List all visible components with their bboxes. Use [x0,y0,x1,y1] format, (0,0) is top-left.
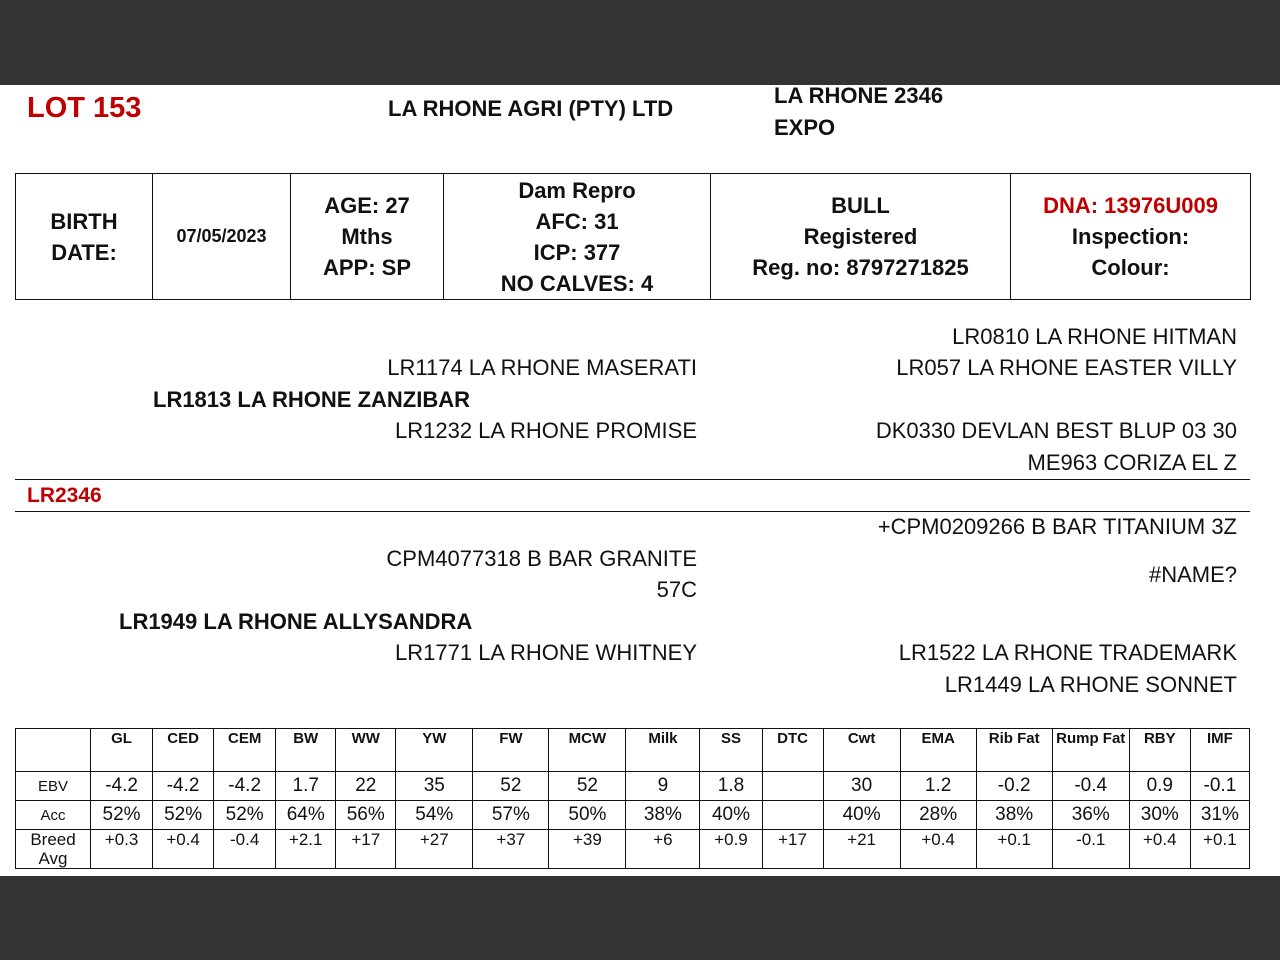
ebv-value-cell: +0.1 [1190,830,1249,869]
ebv-value-cell: +0.4 [900,830,976,869]
ebv-value-cell: +39 [549,830,626,869]
ebv-header-cell: CEM [214,729,276,772]
ebv-value-cell: -0.4 [1052,772,1129,801]
ebv-value-cell: -4.2 [153,772,214,801]
pedigree-sire-dam-sire: DK0330 DEVLAN BEST BLUP 03 30 [875,418,1237,443]
ebv-header-cell: SS [700,729,762,772]
ebv-row-label: Acc [16,801,91,830]
company-name: LA RHONE AGRI (PTY) LTD [388,96,674,121]
ebv-row [16,772,1250,801]
ebv-header-cell: BW [276,729,336,772]
pedigree-sire-dam: LR1232 LA RHONE PROMISE [394,418,697,443]
ebv-header-cell: GL [91,729,153,772]
ebv-value-cell: 36% [1052,801,1129,830]
ebv-value-cell: 52% [153,801,214,830]
birth-label-2: DATE: [51,239,117,265]
ebv-value-cell: -0.1 [1052,830,1129,869]
age-line-3: APP: SP [322,255,412,280]
age-cell [291,174,444,300]
ebv-value-cell: 52% [91,801,153,830]
ebv-value-cell: 64% [276,801,336,830]
ebv-header-cell: RBY [1129,729,1190,772]
ebv-value-cell: 1.2 [900,772,976,801]
dam-repro-cell [444,174,711,300]
ebv-header-cell: DTC [762,729,823,772]
ebv-row-label: Breed Avg [16,830,91,869]
ebv-value-cell: 52% [214,801,276,830]
birth-date-label-cell [16,174,153,300]
ebv-header-cell: MCW [549,729,626,772]
pedigree-sire-sire: LR1174 LA RHONE MASERATI [387,355,697,380]
pedigree-dam-dam-sire: LR1522 LA RHONE TRADEMARK [898,640,1237,665]
ebv-value-cell: +37 [473,830,549,869]
info-table [15,173,1251,300]
sex-registration-cell [711,174,1011,300]
ebv-value-cell: +0.1 [976,830,1052,869]
ebv-value-cell: +21 [823,830,900,869]
ebv-header-cell: Rib Fat [976,729,1052,772]
ebv-header-cell: Cwt [823,729,900,772]
ebv-value-cell: 9 [626,772,700,801]
birth-date-cell: 07/05/2023 [153,174,291,300]
pedigree-dam-dam-dam: LR1449 LA RHONE SONNET [944,672,1237,697]
ebv-header-cell: FW [473,729,549,772]
ebv-header-cell: Rump Fat [1052,729,1129,772]
dam-repro-line-2: AFC: 31 [535,208,619,234]
ebv-value-cell: -4.2 [91,772,153,801]
ebv-value-cell [762,801,823,830]
dam-repro-line-3: ICP: 377 [533,239,621,265]
ebv-value-cell: 28% [900,801,976,830]
ebv-value-cell: +0.3 [91,830,153,869]
sex-line-1: BULL [831,193,890,218]
bottom-letterbox-bar [0,876,1280,960]
lot-number: LOT 153 [27,92,142,124]
pedigree-sire: LR1813 LA RHONE ZANZIBAR [153,387,470,412]
ebv-value-cell: +0.4 [1129,830,1190,869]
animal-code: LR2346 [27,484,102,507]
ebv-value-cell: +0.9 [700,830,762,869]
ebv-value-cell: 54% [396,801,473,830]
dam-repro-line-4: NO CALVES: 4 [500,270,654,296]
inspection-label: Inspection: [1071,224,1190,249]
ebv-value-cell: 57% [473,801,549,830]
ebv-value-cell: +17 [762,830,823,869]
ebv-row-label: EBV [16,772,91,801]
ebv-value-cell: 52 [473,772,549,801]
ebv-value-cell: 50% [549,801,626,830]
ebv-header-cell: EMA [900,729,976,772]
animal-name-line-2: EXPO [774,115,836,140]
ebv-value-cell: 35 [396,772,473,801]
sex-line-2: Registered [803,224,918,249]
pedigree-dam-dam: LR1771 LA RHONE WHITNEY [395,640,697,665]
ebv-value-cell: 40% [700,801,762,830]
ebv-header-cell: IMF [1190,729,1249,772]
ebv-value-cell: 56% [336,801,396,830]
birth-label-1: BIRTH [50,208,118,234]
divider-upper [15,479,1250,480]
ebv-header-cell: WW [336,729,396,772]
ebv-value-cell: 1.7 [276,772,336,801]
dna-cell [1011,174,1251,300]
ebv-value-cell: 30 [823,772,900,801]
ebv-value-cell: +17 [336,830,396,869]
ebv-header-cell: Milk [626,729,700,772]
ebv-value-cell: 40% [823,801,900,830]
ebv-value-cell: 52 [549,772,626,801]
ebv-header-corner [16,729,91,772]
pedigree-sire-sire-dam: LR057 LA RHONE EASTER VILLY [896,355,1237,380]
age-line-1: AGE: 27 [324,193,410,218]
animal-name-line-1: LA RHONE 2346 [774,83,944,108]
pedigree-dam: LR1949 LA RHONE ALLYSANDRA [119,609,473,634]
pedigree-dam-sire-dam: #NAME? [1148,562,1237,587]
pedigree-sire-sire-sire: LR0810 LA RHONE HITMAN [952,324,1237,349]
pedigree-dam-sire-sire: +CPM0209266 B BAR TITANIUM 3Z [877,514,1237,539]
ebv-value-cell: 0.9 [1129,772,1190,801]
ebv-value-cell: 30% [1129,801,1190,830]
ebv-value-cell: -4.2 [214,772,276,801]
ebv-value-cell: +27 [396,830,473,869]
ebv-value-cell: -0.2 [976,772,1052,801]
ebv-value-cell: 1.8 [700,772,762,801]
dam-repro-line-1: Dam Repro [518,177,636,203]
ebv-header-cell: YW [396,729,473,772]
sex-line-3: Reg. no: 8797271825 [752,255,969,280]
breed-avg-row [16,830,1250,869]
ebv-value-cell: +2.1 [276,830,336,869]
age-line-2: Mths [341,224,393,249]
colour-label: Colour: [1091,255,1170,280]
ebv-header-cell: CED [153,729,214,772]
ebv-value-cell: 38% [976,801,1052,830]
ebv-table [15,728,1250,869]
ebv-value-cell: 38% [626,801,700,830]
acc-row [16,801,1250,830]
animal-name [774,80,943,144]
ebv-value-cell: +0.4 [153,830,214,869]
pedigree-dam-sire-line-1: CPM4077318 B BAR GRANITE [386,546,697,571]
ebv-value-cell: 31% [1190,801,1249,830]
divider-lower [15,511,1250,512]
dna-number: DNA: 13976U009 [1043,193,1218,218]
ebv-value-cell: 22 [336,772,396,801]
ebv-value-cell [762,772,823,801]
pedigree-dam-sire-line-2: 57C [656,577,697,602]
pedigree-sire-dam-dam: ME963 CORIZA EL Z [1027,450,1237,475]
top-letterbox-bar [0,0,1280,85]
ebv-value-cell: -0.4 [214,830,276,869]
ebv-value-cell: -0.1 [1190,772,1249,801]
ebv-value-cell: +6 [626,830,700,869]
